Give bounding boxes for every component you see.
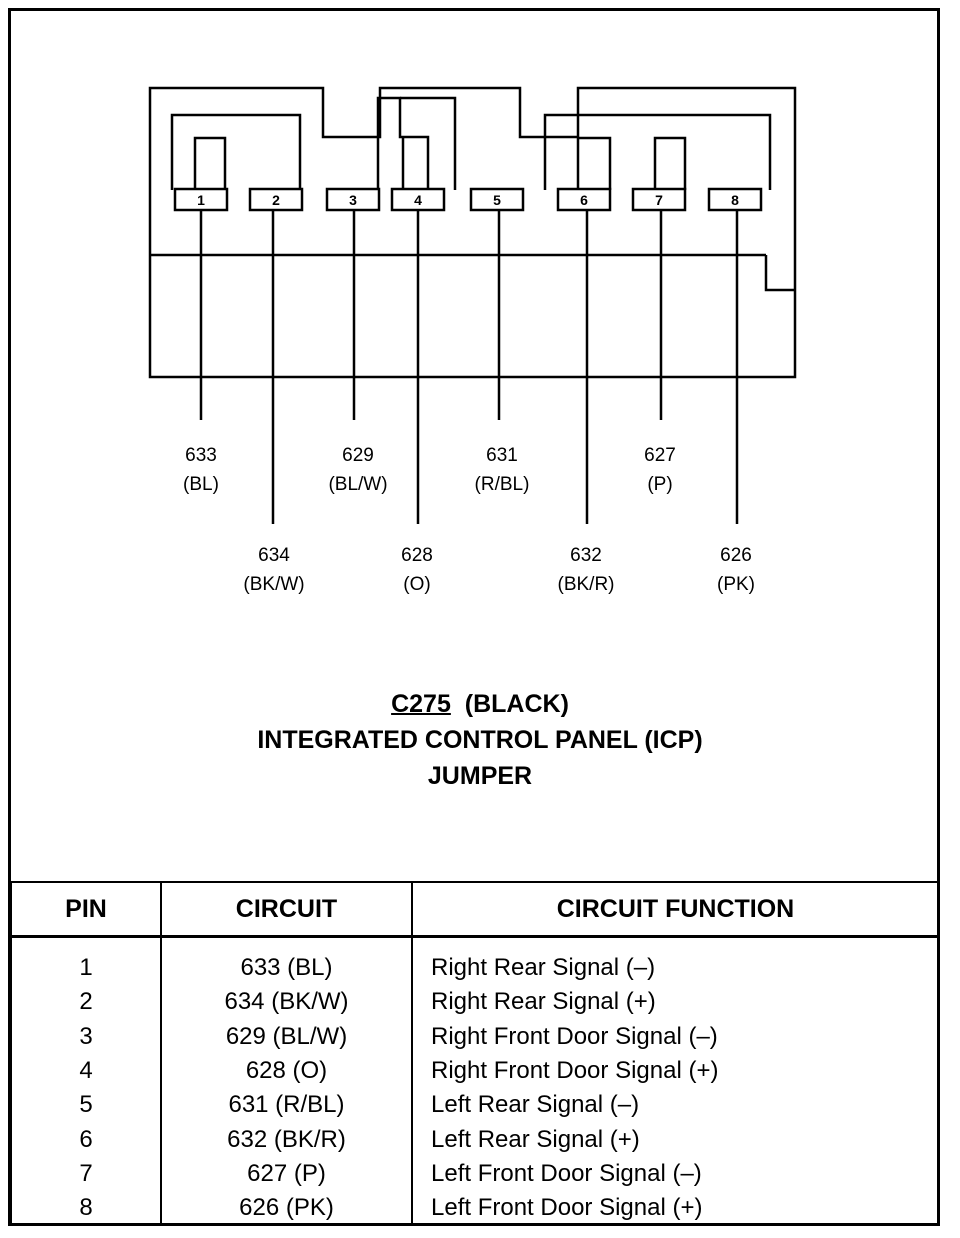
connector-body	[150, 88, 795, 377]
header-circuit: CIRCUIT	[161, 882, 412, 937]
pin-label-4: 4	[414, 192, 422, 208]
cell-pin: 6	[11, 1122, 161, 1156]
pin-label-1: 1	[197, 192, 205, 208]
wire-labels	[183, 445, 755, 595]
cell-circuit: 628 (O)	[161, 1053, 412, 1087]
cell-circuit: 632 (BK/R)	[161, 1122, 412, 1156]
wire-color-4: (O)	[403, 574, 431, 595]
pin-label-2: 2	[272, 192, 280, 208]
wire-number-4: 628	[401, 545, 433, 566]
wire-number-3: 629	[342, 445, 374, 466]
header-pin: PIN	[11, 882, 161, 937]
cell-pin: 5	[11, 1088, 161, 1122]
cell-function: Left Front Door Signal (–)	[412, 1156, 939, 1190]
pin-label-7: 7	[655, 192, 663, 208]
cell-circuit: 633 (BL)	[161, 937, 412, 985]
cell-function: Left Front Door Signal (+)	[412, 1191, 939, 1225]
cell-function: Right Rear Signal (+)	[412, 985, 939, 1019]
table-row	[11, 1019, 939, 1053]
wire-number-8: 626	[720, 545, 752, 566]
wire-number-7: 627	[644, 445, 676, 466]
wire-color-8: (PK)	[717, 574, 755, 595]
connector-name: INTEGRATED CONTROL PANEL (ICP)	[257, 726, 703, 754]
connector-title-line1	[0, 686, 960, 722]
cell-circuit: 626 (PK)	[161, 1191, 412, 1225]
table-row	[11, 937, 939, 985]
wire-number-2: 634	[258, 545, 290, 566]
table-row	[11, 1191, 939, 1225]
wire-color-1: (BL)	[183, 474, 219, 495]
wire-color-5: (R/BL)	[474, 474, 530, 495]
wire-color-7: (P)	[647, 474, 673, 495]
connector-subname: JUMPER	[427, 762, 533, 790]
wire-number-5: 631	[486, 445, 518, 466]
cell-function: Left Rear Signal (–)	[412, 1088, 939, 1122]
connector-color: (BLACK)	[464, 690, 569, 718]
wire-color-6: (BK/R)	[557, 574, 615, 595]
pin-label-6: 6	[580, 192, 588, 208]
table-row	[11, 1122, 939, 1156]
cell-pin: 3	[11, 1019, 161, 1053]
cell-function: Right Rear Signal (–)	[412, 937, 939, 985]
wire-color-2: (BK/W)	[243, 574, 305, 595]
wire-number-6: 632	[570, 545, 602, 566]
wire-color-3: (BL/W)	[328, 474, 388, 495]
table-header-row	[11, 882, 939, 937]
cell-circuit: 634 (BK/W)	[161, 985, 412, 1019]
cell-pin: 8	[11, 1191, 161, 1225]
cell-circuit: 631 (R/BL)	[161, 1088, 412, 1122]
table-row	[11, 1053, 939, 1087]
connector-id: C275	[391, 690, 451, 718]
cell-function: Right Front Door Signal (–)	[412, 1019, 939, 1053]
cell-circuit: 627 (P)	[161, 1156, 412, 1190]
table-row	[11, 985, 939, 1019]
cell-pin: 4	[11, 1053, 161, 1087]
pin-table	[10, 881, 940, 1225]
header-function: CIRCUIT FUNCTION	[412, 882, 939, 937]
cell-function: Right Front Door Signal (+)	[412, 1053, 939, 1087]
cell-pin: 2	[11, 985, 161, 1019]
cell-circuit: 629 (BL/W)	[161, 1019, 412, 1053]
pin-boxes	[175, 189, 761, 210]
cell-pin: 7	[11, 1156, 161, 1190]
wire-number-1: 633	[185, 445, 217, 466]
connector-inner-keying	[172, 98, 770, 190]
pin-label-5: 5	[493, 192, 501, 208]
table-row	[11, 1156, 939, 1190]
connector-title	[0, 686, 960, 794]
cell-function: Left Rear Signal (+)	[412, 1122, 939, 1156]
pin-label-3: 3	[349, 192, 357, 208]
table-row	[11, 1088, 939, 1122]
pin-label-8: 8	[731, 192, 739, 208]
cell-pin: 1	[11, 937, 161, 985]
